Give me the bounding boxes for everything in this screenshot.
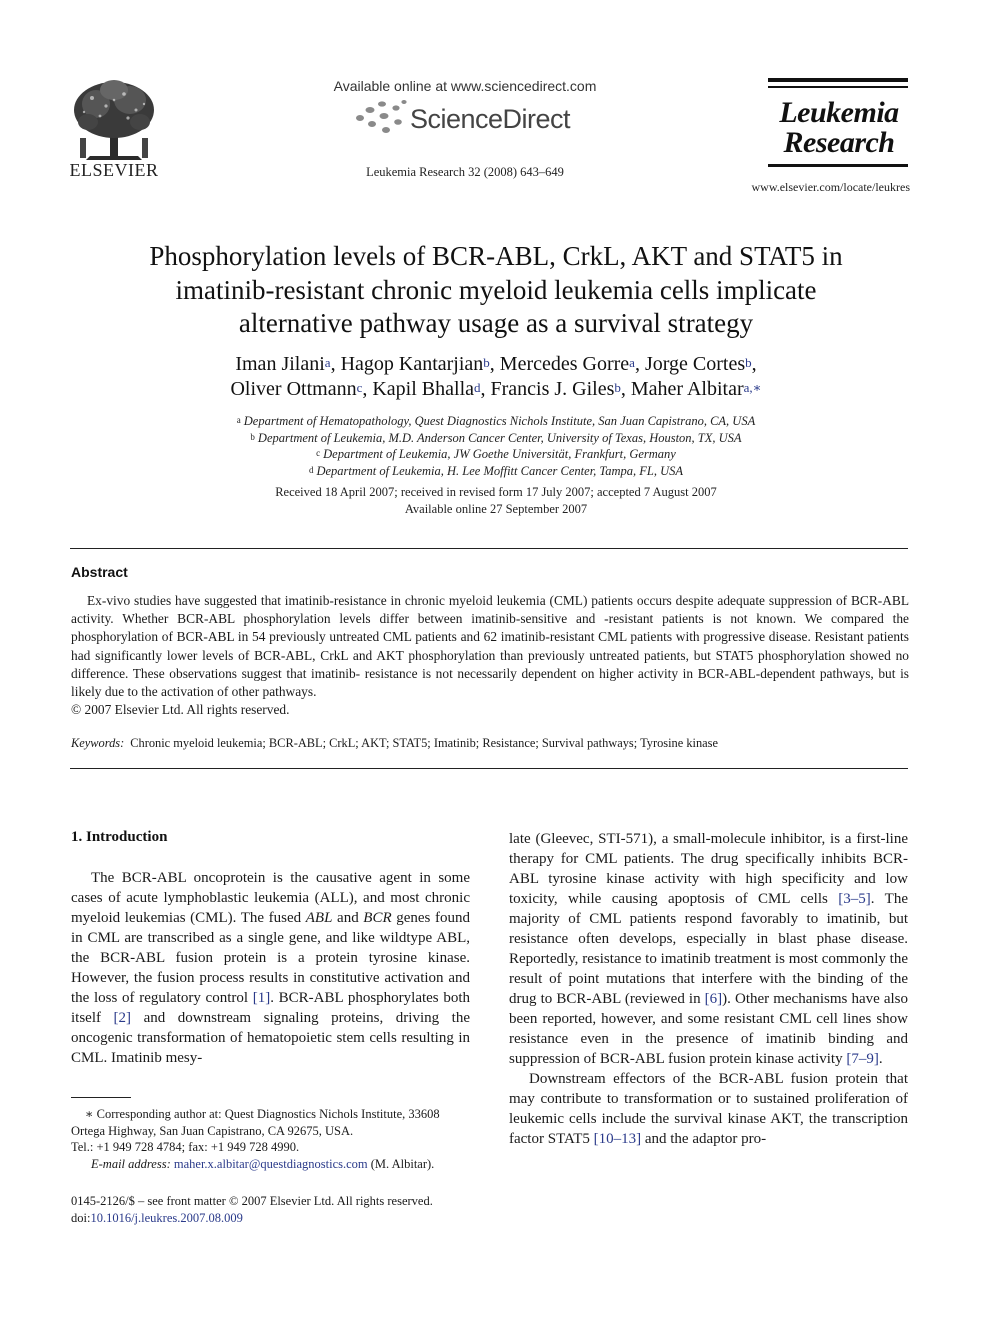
affiliation-marker: d (308, 464, 314, 475)
article-history (90, 484, 902, 518)
body-text: late (Gleevec, STI-571), a small-molecule inhibitor, is a first-line therapy for CML patients. The drug specifically inhibits BCR-ABL tyrosine kinase activity with high specificity and low toxicity, while causing apoptosis of CML cells (509, 831, 908, 907)
doi-link[interactable]: 10.1016/j.leukres.2007.08.009 (90, 1210, 243, 1225)
article-title (90, 240, 902, 341)
affiliation-list (90, 413, 902, 479)
author-name[interactable]: Jorge Cortes (644, 353, 746, 375)
reference-link[interactable]: [7–9] (846, 1051, 879, 1067)
abstract-body: Ex-vivo studies have suggested that imatinib-resistance in chronic myeloid leukemia (CML) patients occurs despite adequate suppression of BCR-ABL activity. Whether BCR-ABL phosphorylation levels differ between imatinib-sensitive and -resistant patients is not known. We compared the phosphorylation of BCR-ABL in 54 previously untreated CML patients and 62 imatinib-resistant CML patients with progressive disease. Resistant patients had significantly lower levels of BCR-ABL, CrkL and AKT phosphorylation than previously untreated patients, but STAT5 phosphorylation showed no difference. These observations suggest that imatinib- resistance is not necessarily dependent on higher activity in BCR-ABL-dependent pathways, but is likely due to the activation of other pathways. (71, 593, 909, 700)
keywords (71, 736, 909, 751)
footnote-divider (71, 1097, 131, 1098)
body-text: and (332, 910, 364, 926)
article-title-line: alternative pathway usage as a survival strategy (238, 308, 754, 338)
affiliation-marker: a (236, 415, 241, 425)
author-name[interactable]: Hagop Kantarjian (340, 353, 484, 375)
affiliation-marker: b (250, 431, 255, 442)
intro-left-column (71, 868, 470, 1068)
abstract-heading: Abstract (71, 564, 128, 580)
affiliation-item (90, 446, 902, 463)
footnote-address: Corresponding author at: Quest Diagnostics Nichols Institute, 33608 Ortega Highway, San Juan Capistrano, CA 92675, USA. (71, 1107, 440, 1138)
body-text: . (878, 1051, 883, 1067)
abstract-copyright: © 2007 Elsevier Ltd. All rights reserved. (71, 702, 290, 717)
author-name[interactable]: Maher Albitar (630, 378, 744, 400)
journal-logo (766, 98, 912, 158)
reference-link[interactable]: [3–5] (838, 891, 871, 907)
divider (70, 548, 908, 549)
received-dates: Received 18 April 2007; received in revised form 17 July 2007; accepted 7 August 2007 (275, 485, 717, 499)
journal-title-line: Leukemia (779, 96, 899, 129)
author-affiliation-marker[interactable]: c (356, 380, 363, 395)
author-affiliation-marker[interactable]: b (614, 380, 621, 395)
journal-citation: Leukemia Research 32 (2008) 643–649 (366, 165, 564, 179)
body-text: . The majority of CML patients respond favorably to imatinib, but resistance often develops, especially in blast phase disease. Reportedly, resistance to imatinib treatment is most commonly the result of point mutations that interfere with the binding of the drug to BCR-ABL (reviewed in (509, 891, 908, 1007)
author-name[interactable]: Oliver Ottmann (230, 378, 357, 400)
affiliation-text: Department of Leukemia, H. Lee Moffitt Cancer Center, Tampa, FL, USA (316, 463, 684, 478)
affiliation-marker: c (316, 448, 321, 458)
journal-logo-rule (768, 164, 908, 167)
journal-title-line: Research (783, 126, 895, 159)
body-text: and the adaptor pro- (641, 1131, 767, 1147)
author-name[interactable]: Francis J. Giles (490, 378, 615, 400)
intro-right-column (509, 829, 908, 1149)
author-affiliation-marker[interactable]: a (629, 355, 635, 370)
sciencedirect-logo-text: ScienceDirect (410, 104, 571, 134)
available-online-text: Available online at www.sciencedirect.com (333, 78, 597, 94)
issn-line: 0145-2126/$ – see front matter © 2007 Elsevier Ltd. All rights reserved. (71, 1194, 433, 1208)
paragraph (509, 1069, 908, 1149)
body-text: . BCR-ABL phosphorylates both itself (71, 990, 470, 1026)
section-heading-introduction: 1. Introduction (71, 829, 168, 845)
reference-link[interactable]: [2] (113, 1010, 132, 1026)
paragraph (509, 829, 908, 1069)
available-online-date: Available online 27 September 2007 (404, 502, 588, 516)
author-affiliation-marker[interactable]: d (474, 380, 481, 395)
author-list: Iman Jilani$^a$, Hagop Kantarjian$^b$, Mercedes Gorre$^a$, Jorge Cortes$^b$, Oliver Ottmann$^c$, Kapil Bhalla$^d$, Francis J. Giles$^b$, Maher Albitar$^{a,∗}$ (230, 353, 762, 400)
author-name[interactable]: Mercedes Gorre (499, 353, 630, 375)
footnote-star: ∗ (85, 1107, 94, 1121)
divider (70, 768, 908, 769)
body-text: genes found in CML are transcribed as a single gene, and like wildtype ABL, the BCR-ABL fusion protein is a protein tyrosine kinase. However, the fusion process results in constitutive activation and the loss of regulatory control (71, 910, 470, 1006)
journal-logo-rule (768, 86, 908, 88)
keywords-label: Keywords: (71, 736, 125, 750)
email-label: E-mail address: (91, 1156, 171, 1171)
reference-link[interactable]: [1] (252, 990, 271, 1006)
keywords-list: Chronic myeloid leukemia; BCR-ABL; CrkL; AKT; STAT5; Imatinib; Resistance; Survival pathways; Tyrosine kinase (130, 736, 719, 750)
author-affiliation-marker[interactable]: a (324, 355, 331, 370)
footnote-phone: Tel.: +1 949 728 4784; fax: +1 949 728 4990. (71, 1140, 300, 1154)
body-text: ). Other mechanisms have also been reported, however, and some resistant CML cell lines show resistance even in the presence of imatinib binding and suppression of BCR-ABL fusion protein kinase activity (509, 991, 909, 1067)
affiliation-text: Department of Leukemia, JW Goethe Universität, Frankfurt, Germany (323, 447, 676, 461)
body-text: and downstream signaling proteins, driving the oncogenic transformation of hematopoietic stem cells resulting in CML. Imatinib mesy- (71, 1010, 471, 1066)
article-title-line: Phosphorylation levels of BCR-ABL, CrkL, AKT and STAT5 in (149, 241, 843, 271)
author-affiliation-marker[interactable]: a,∗ (743, 380, 762, 395)
reference-link[interactable]: [10–13] (593, 1131, 642, 1147)
affiliation-text: Department of Leukemia, M.D. Anderson Cancer Center, University of Texas, Houston, TX, USA (257, 430, 742, 445)
email-link[interactable]: maher.x.albitar@questdiagnostics.com (173, 1156, 368, 1171)
issn-block (71, 1193, 491, 1226)
author-name[interactable]: Iman Jilani (235, 353, 325, 375)
doi-label: doi: (71, 1210, 91, 1225)
body-text: The BCR-ABL oncoprotein is the causative agent in some cases of acute lymphoblastic leukemia (ALL), and most chronic myeloid leukemias (CML). The fused (71, 870, 470, 926)
affiliation-item (90, 413, 902, 430)
gene-name: BCR (363, 910, 392, 926)
corresponding-author-footnote (71, 1106, 470, 1172)
elsevier-wordmark: ELSEVIER (69, 160, 159, 180)
affiliation-item (90, 430, 902, 447)
author-affiliation-marker[interactable]: b (483, 355, 490, 370)
author-name[interactable]: Kapil Bhalla (372, 378, 474, 400)
email-suffix: (M. Albitar). (370, 1156, 435, 1171)
affiliation-item (90, 463, 902, 480)
affiliation-text: Department of Hematopathology, Quest Diagnostics Nichols Institute, San Juan Capistrano, CA, USA (243, 414, 756, 428)
author-affiliation-marker[interactable]: b (745, 355, 752, 370)
body-text: Downstream effectors of the BCR-ABL fusion protein that may contribute to transformation or to sustained proliferation of leukemic cells include the survival kinase AKT, the transcription factor STAT5 (509, 1071, 908, 1147)
reference-link[interactable]: [6] (704, 991, 723, 1007)
article-title-line: imatinib-resistant chronic myeloid leukemia cells implicate (175, 274, 817, 305)
journal-logo-rule (768, 78, 908, 82)
journal-url: www.elsevier.com/locate/leukres (751, 180, 910, 194)
sciencedirect-dots-icon (352, 98, 408, 138)
gene-name: ABL (305, 910, 333, 926)
